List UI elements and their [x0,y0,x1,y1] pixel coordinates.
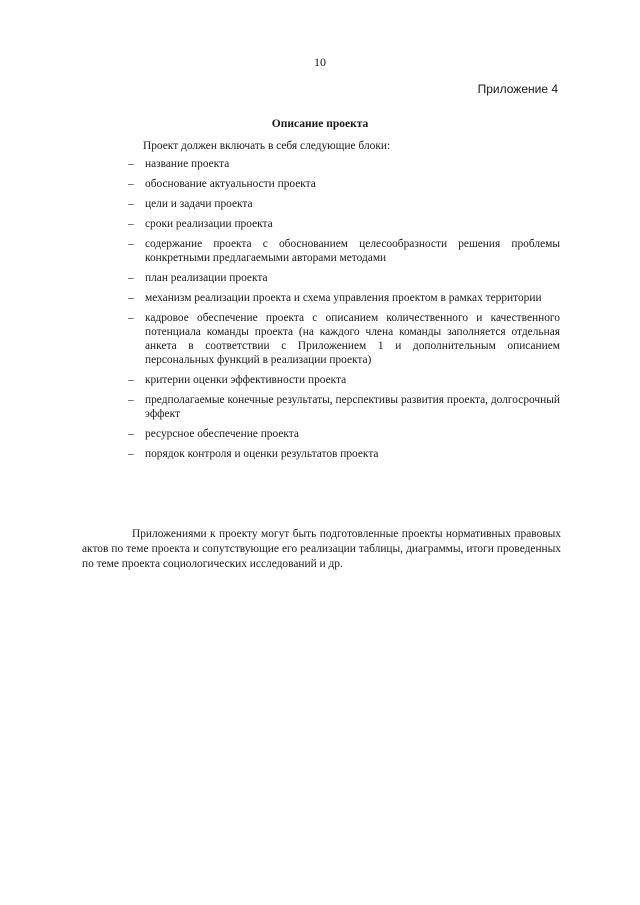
page-number: 10 [314,55,326,69]
bullet-dash: – [128,374,134,386]
bullet-dash: – [128,292,134,304]
list-item-text: порядок контроля и оценки результатов проекта [145,448,379,460]
bullet-dash: – [128,394,134,406]
bullet-dash: – [128,238,134,250]
list-item-text: план реализации проекта [145,272,268,284]
list-item-text: кадровое обеспечение проекта с описанием количественного и качественного потенциала команды проекта (на каждого члена команды заполняется отдельная анкета в соответствии с Приложением 1 и дополнительным описанием персональных функций в реализации проекта) [145,312,560,366]
bullet-dash: – [128,312,134,324]
bullet-dash: – [128,178,134,190]
appendix-label: Приложение 4 [477,82,558,96]
bullet-dash: – [128,272,134,284]
list-item [128,237,560,265]
document-title: Описание проекта [271,118,369,130]
list-item [128,311,560,367]
list-item [128,197,560,211]
list-item [128,427,560,441]
bullet-dash: – [128,158,134,170]
list-item [128,447,560,461]
list-item-text: критерии оценки эффективности проекта [145,374,347,386]
list-item-text: сроки реализации проекта [145,218,273,230]
bullet-dash: – [128,198,134,210]
intro-text: Проект должен включать в себя следующие блоки: [143,140,391,152]
list-item-text: содержание проекта с обоснованием целесообразности решения проблемы конкретными предлагаемыми авторами методами [145,238,560,264]
list-item-text: предполагаемые конечные результаты, перспективы развития проекта, долгосрочный эффект [145,394,560,420]
list-item [128,291,560,305]
bullet-dash: – [128,428,134,440]
closing-paragraph: Приложениями к проекту могут быть подготовленные проекты нормативных правовых актов по теме проекта и сопутствующие его реализации таблицы, диаграммы, итоги проведенных по теме проекта социологических исследований и др. [82,528,561,570]
list-item-text: обоснование актуальности проекта [145,178,316,190]
list-item [128,373,560,387]
list-item [128,217,560,231]
list-item-text: цели и задачи проекта [145,198,253,210]
list-item-text: ресурсное обеспечение проекта [145,428,299,440]
list-item-text: механизм реализации проекта и схема управления проектом в рамках территории [145,292,542,304]
list-item [128,177,560,191]
list-item [128,271,560,285]
list-item [128,393,560,421]
bullet-dash: – [128,218,134,230]
list-item [128,157,560,171]
bullet-dash: – [128,448,134,460]
list-item-text: название проекта [145,158,230,170]
project-blocks-list [128,157,560,467]
